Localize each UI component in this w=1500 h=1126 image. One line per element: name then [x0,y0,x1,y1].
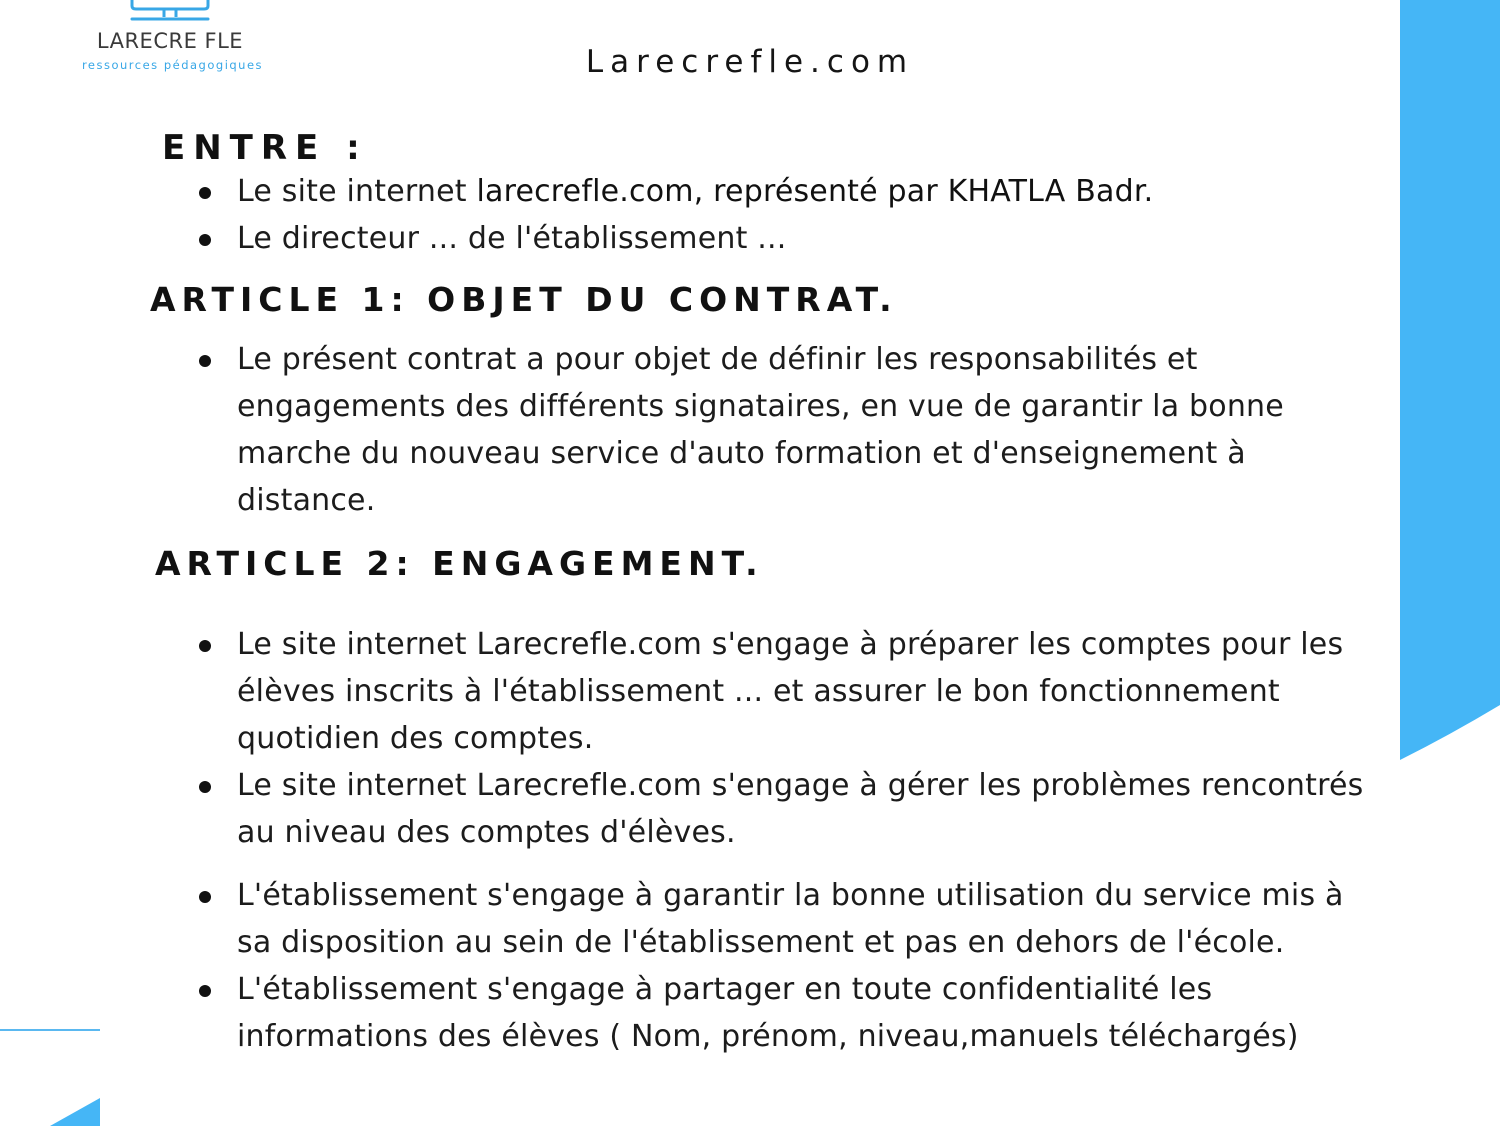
party-prefix: Le site internet [237,174,477,209]
article-2-list [196,621,1376,1060]
list-item: Le site internet Larecrefle.com s'engage à gérer les problèmes rencontrés au niveau des comptes d'élèves. [196,762,1376,856]
decorative-blue-corner [0,1095,100,1126]
decorative-blue-panel [1400,0,1500,760]
list-item: L'établissement s'engage à garantir la bonne utilisation du service mis à sa disposition au sein de l'établissement et pas en dehors de l'école. [196,872,1376,966]
section-heading-article-2: ARTICLE 2: ENGAGEMENT. [155,544,764,583]
decorative-line [0,1029,100,1031]
list-item [196,168,1376,215]
parties-list [196,168,1376,262]
list-item: L'établissement s'engage à partager en toute confidentialité les informations des élèves ( Nom, prénom, niveau,manuels téléchargés) [196,966,1376,1060]
list-item: Le directeur ... de l'établissement ... [196,215,1376,262]
article-1-list [196,336,1376,524]
logo-title: LARECRE FLE [96,29,244,53]
party-website: larecrefle.com, représenté par KHATLA Badr. [476,174,1154,209]
logo-subtitle: ressources pédagogiques [81,58,264,72]
site-title: Larecrefle.com [585,44,915,80]
logo [70,0,280,80]
list-item: Le site internet Larecrefle.com s'engage à préparer les comptes pour les élèves inscrits à l'établissement ... et assurer le bon fonctionnement quotidien des comptes. [196,621,1376,762]
section-heading-entre: ENTRE : [162,128,368,168]
computer-monitor-icon [128,0,212,24]
section-heading-article-1: ARTICLE 1: OBJET DU CONTRAT. [150,280,898,319]
list-item: Le présent contrat a pour objet de définir les responsabilités et engagements des différents signataires, en vue de garantir la bonne marche du nouveau service d'auto formation et d'enseignement à distance. [196,336,1376,524]
